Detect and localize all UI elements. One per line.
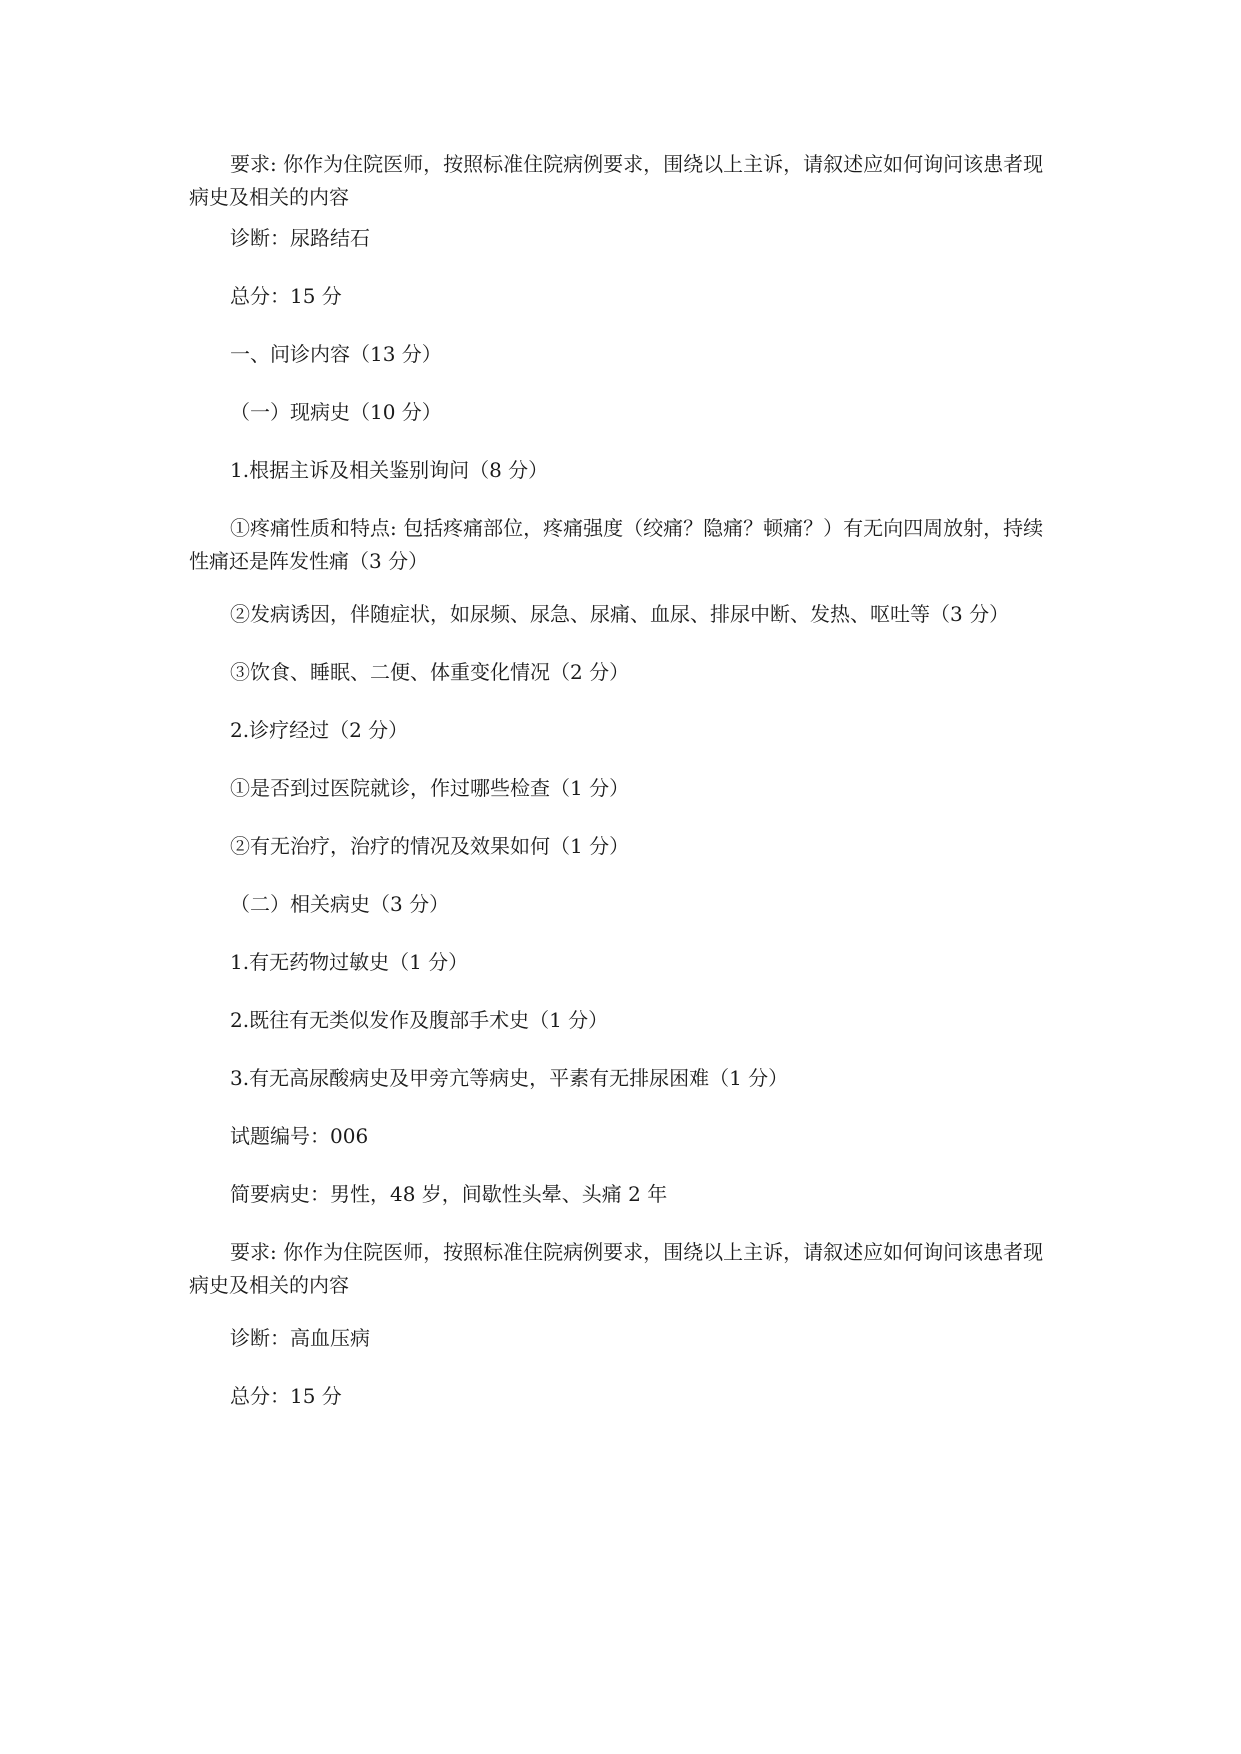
requirement-paragraph: 要求: 你作为住院医师，按照标准住院病例要求，围绕以上主诉，请叙述应如何询问该患者现病史及相关的内容	[189, 152, 1044, 209]
list-item: ①是否到过医院就诊，作过哪些检查（1 分）	[230, 776, 630, 800]
question-number: 试题编号：006	[230, 1124, 369, 1148]
diagnosis-line: 诊断：高血压病	[230, 1326, 370, 1350]
list-item: ①疼痛性质和特点: 包括疼痛部位，疼痛强度（绞痛？隐痛？顿痛？）有无向四周放射，持续性痛还是阵发性痛（3 分）	[189, 516, 1044, 573]
brief-history: 简要病史：男性，48 岁，间歇性头晕、头痛 2 年	[230, 1182, 668, 1206]
list-item: ②发病诱因，伴随症状，如尿频、尿急、尿痛、血尿、排尿中断、发热、呕吐等（3 分）	[230, 602, 1010, 626]
item-heading: 1.根据主诉及相关鉴别询问（8 分）	[230, 458, 549, 482]
list-item: 2.既往有无类似发作及腹部手术史（1 分）	[230, 1008, 609, 1032]
section-heading: 一、问诊内容（13 分）	[230, 342, 442, 366]
total-score-line: 总分：15 分	[230, 284, 342, 308]
list-item: 3.有无高尿酸病史及甲旁亢等病史，平素有无排尿困难（1 分）	[230, 1066, 789, 1090]
list-item: ②有无治疗，治疗的情况及效果如何（1 分）	[230, 834, 630, 858]
item-heading: 2.诊疗经过（2 分）	[230, 718, 409, 742]
subsection-heading: （二）相关病史（3 分）	[230, 892, 450, 916]
diagnosis-line: 诊断：尿路结石	[230, 226, 370, 250]
total-score-line: 总分：15 分	[230, 1384, 342, 1408]
list-item: ③饮食、睡眠、二便、体重变化情况（2 分）	[230, 660, 630, 684]
subsection-heading: （一）现病史（10 分）	[230, 400, 442, 424]
list-item: 1.有无药物过敏史（1 分）	[230, 950, 469, 974]
requirement-paragraph: 要求: 你作为住院医师，按照标准住院病例要求，围绕以上主诉，请叙述应如何询问该患者现病史及相关的内容	[189, 1240, 1044, 1297]
